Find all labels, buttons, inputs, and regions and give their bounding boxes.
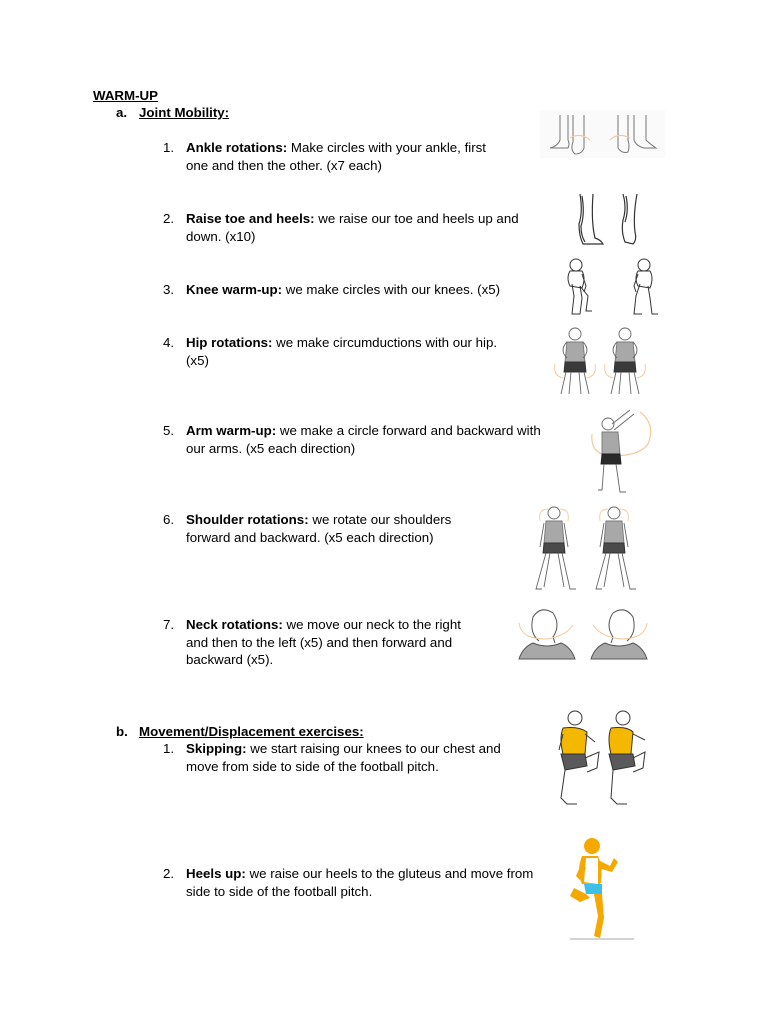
item-text (186, 210, 519, 245)
list-item-raise-toe-heels (163, 210, 563, 246)
item-desc-line1: we move our neck to the right (282, 617, 461, 632)
item-desc-line1: we raise our heels to the gluteus and move from (245, 866, 534, 881)
item-number: 2. (163, 211, 175, 226)
item-desc-line1: we raise our toe and heels up and (314, 211, 519, 226)
item-number: 7. (163, 617, 175, 632)
item-term: Arm warm-up: (186, 423, 277, 438)
item-desc-line2: and then to the left (x5) and then forward and (186, 634, 453, 650)
section-title: Movement/Displacement exercises: (139, 724, 364, 739)
item-text (186, 334, 497, 369)
arm-circle-illustration (590, 404, 660, 496)
item-desc-line2: (x5) (186, 352, 209, 368)
item-desc-line2: our arms. (x5 each direction) (186, 440, 356, 456)
item-number: 4. (163, 335, 175, 350)
item-term: Shoulder rotations: (186, 512, 309, 527)
item-number: 1. (163, 140, 175, 155)
item-term: Heels up: (186, 866, 246, 881)
item-number: 3. (163, 282, 175, 297)
item-number: 2. (163, 866, 175, 881)
item-desc-line2: side to side of the football pitch. (186, 883, 373, 899)
item-desc-line2: one and then the other. (x7 each) (186, 157, 382, 173)
hip-rotation-illustration (553, 326, 653, 398)
shoulder-rotation-illustration (530, 503, 640, 595)
list-item-hip-rotations (163, 334, 563, 370)
ankle-rotation-illustration (540, 110, 665, 160)
list-item-knee-warmup (163, 281, 563, 299)
item-desc-line2: down. (x10) (186, 228, 256, 244)
item-desc-line1: we make circles with our knees. (x5) (282, 282, 501, 297)
item-term: Neck rotations: (186, 617, 283, 632)
item-term: Ankle rotations: (186, 140, 288, 155)
item-text (186, 740, 501, 775)
list-item-heels-up (163, 865, 563, 901)
item-number: 5. (163, 423, 175, 438)
list-item-ankle-rotations (163, 139, 563, 175)
item-text (186, 511, 451, 546)
item-desc-line3: backward (x5). (186, 652, 274, 667)
item-desc-line1: we start raising our knees to our chest and (246, 741, 501, 756)
item-text (186, 281, 500, 299)
knee-circle-illustration (560, 256, 665, 321)
item-text (186, 422, 606, 457)
item-desc-line1: we make a circle forward and backward with (276, 423, 541, 438)
item-desc-line2: forward and backward. (x5 each direction) (186, 529, 434, 545)
section-title: Joint Mobility: (139, 105, 230, 120)
item-number: 6. (163, 512, 175, 527)
section-b-header (116, 723, 416, 740)
skipping-illustration (555, 708, 650, 810)
item-desc-line2: move from side to side of the football pitch. (186, 758, 439, 774)
list-item-skipping (163, 740, 563, 776)
toe-heel-raise-illustration (575, 192, 645, 250)
section-letter: a. (116, 105, 128, 120)
document-heading: WARM-UP (93, 88, 158, 103)
item-number: 1. (163, 741, 175, 756)
item-term: Skipping: (186, 741, 247, 756)
section-letter: b. (116, 724, 128, 739)
list-item-neck-rotations (163, 616, 563, 670)
list-item-arm-warmup (163, 422, 563, 458)
item-text (186, 865, 606, 900)
item-term: Raise toe and heels: (186, 211, 315, 226)
item-desc-line1: Make circles with your ankle, first (287, 140, 486, 155)
section-a-header (116, 104, 316, 121)
neck-rotation-illustration (515, 603, 655, 663)
item-term: Hip rotations: (186, 335, 273, 350)
list-item-shoulder-rotations (163, 511, 563, 547)
item-text (186, 616, 461, 669)
heels-up-illustration (568, 836, 638, 942)
item-desc-line1: we make circumductions with our hip. (272, 335, 498, 350)
item-term: Knee warm-up: (186, 282, 283, 297)
item-text (186, 139, 486, 174)
item-desc-line1: we rotate our shoulders (308, 512, 452, 527)
